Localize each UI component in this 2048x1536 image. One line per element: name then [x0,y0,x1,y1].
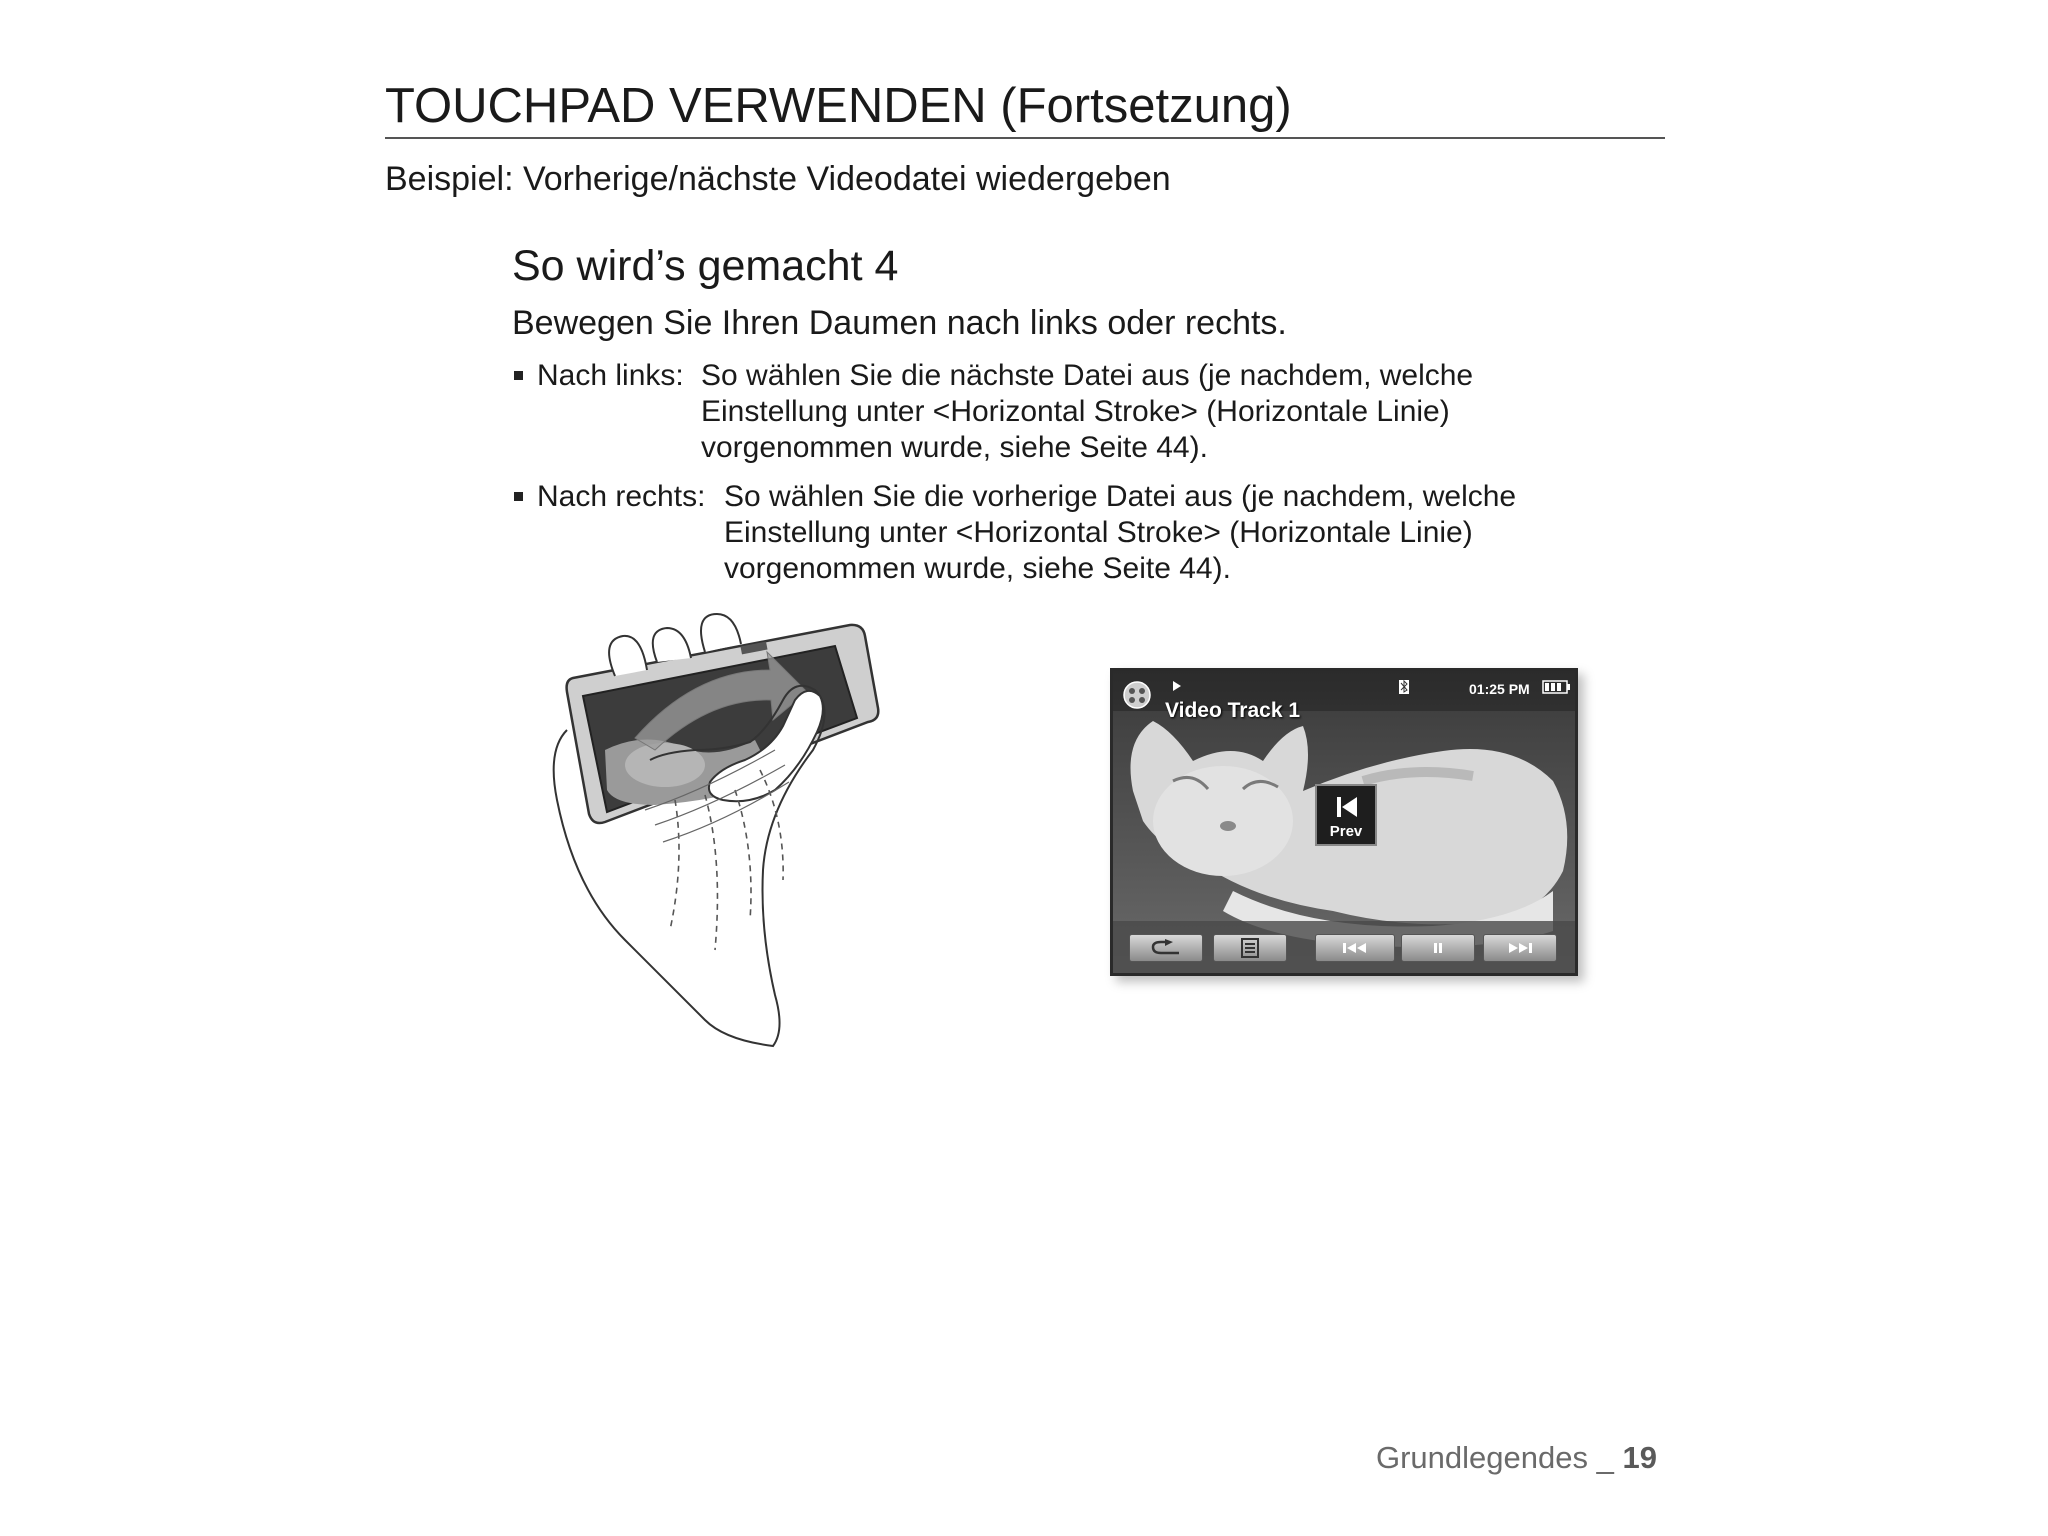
bullet-line: Einstellung unter <Horizontal Stroke> (Horizontale Linie) [701,395,1450,428]
page-subtitle: Beispiel: Vorherige/nächste Videodatei wiedergeben [385,160,1171,198]
bullet-label: Nach links: [537,359,684,392]
prev-indicator[interactable] [1315,784,1377,846]
bullet-line: Einstellung unter <Horizontal Stroke> (Horizontale Linie) [724,516,1473,549]
bullet-marker [514,371,523,380]
bluetooth-icon [1399,680,1409,694]
step-instruction: Bewegen Sie Ihren Daumen nach links oder rechts. [512,304,1287,342]
footer-section: Grundlegendes _ [1376,1440,1614,1475]
hand-swipe-illustration [545,600,945,1060]
bullet-text [701,358,1473,466]
bullet-marker [514,492,523,501]
prev-label: Prev [1329,823,1363,840]
page-title: TOUCHPAD VERWENDEN (Fortsetzung) [385,79,1292,133]
list-icon [1241,938,1259,958]
rewind-button[interactable] [1315,934,1395,962]
page-number: 19 [1622,1440,1657,1475]
bullet-line: So wählen Sie die nächste Datei aus (je nachdem, welche [701,359,1474,392]
bullet-text [724,479,1516,587]
bullet-line: vorgenommen wurde, siehe Seite 44). [701,431,1208,464]
back-button[interactable] [1129,934,1203,962]
pause-button[interactable] [1401,934,1475,962]
step-heading: So wird’s gemacht 4 [512,242,899,290]
pause-icon [1432,942,1444,954]
back-icon [1149,939,1183,957]
fast-forward-icon [1507,942,1533,954]
bullet-line: So wählen Sie die vorherige Datei aus (je nachdem, welche [724,480,1517,513]
video-reel-icon [1124,682,1150,708]
title-divider [385,137,1665,139]
status-time: 01:25 PM [1469,681,1530,697]
skip-previous-icon [1335,796,1359,818]
bullet-line: vorgenommen wurde, siehe Seite 44). [724,552,1231,585]
bullet-label: Nach rechts: [537,480,706,513]
track-title: Video Track 1 [1165,699,1301,722]
rewind-icon [1342,942,1368,954]
fast-forward-button[interactable] [1483,934,1557,962]
video-player-screen [1110,668,1578,976]
page-footer [1376,1440,1657,1476]
list-button[interactable] [1213,934,1287,962]
